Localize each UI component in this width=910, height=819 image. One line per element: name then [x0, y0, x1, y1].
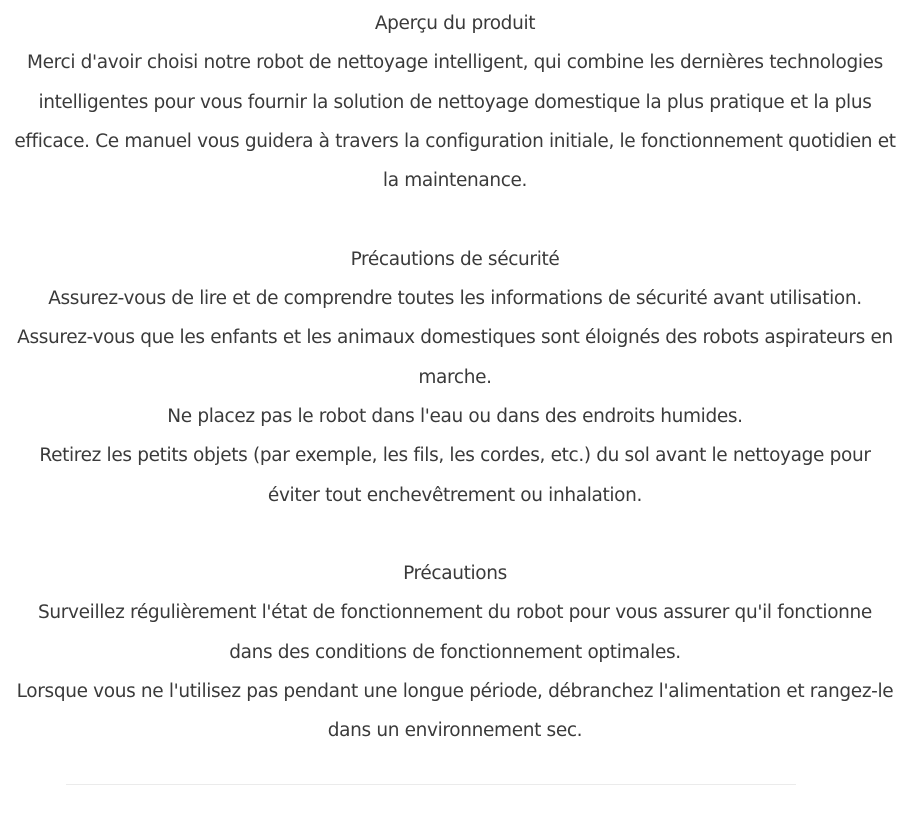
section-title: Précautions de sécurité — [350, 248, 560, 270]
section-title: Aperçu du produit — [374, 13, 536, 34]
paragraph: Assurez-vous de lire et de comprendre toutes les informations de sécurité avant utilisation. — [48, 288, 862, 310]
section-product-overview — [14, 4, 896, 200]
section-precautions — [14, 554, 896, 750]
paragraph: Lorsque vous ne l'utilisez pas pendant une longue période, débranchez l'alimentation et rangez-le dans un environnement sec. — [16, 681, 894, 742]
paragraph: Ne placez pas le robot dans l'eau ou dans des endroits humides. — [167, 405, 743, 427]
section-safety-precautions — [14, 240, 896, 515]
bottom-divider — [66, 784, 796, 785]
paragraph: Merci d'avoir choisi notre robot de nettoyage intelligent, qui combine les dernières technologies intelligentes pour vous fournir la solution de nettoyage domestique la plus pratique et la plus efficace. Ce manuel vous guidera à travers la configuration initiale, le fonctionnement quotidien et la maintenance. — [14, 52, 896, 192]
paragraph: Surveillez régulièrement l'état de fonctionnement du robot pour vous assurer qu'il fonctionne dans des conditions de fonctionnement optimales. — [38, 602, 872, 663]
section-title: Précautions — [403, 563, 507, 585]
paragraph: Assurez-vous que les enfants et les animaux domestiques sont éloignés des robots aspirateurs en marche. — [17, 327, 893, 388]
paragraph: Retirez les petits objets (par exemple, les fils, les cordes, etc.) du sol avant le nettoyage pour éviter tout enchevêtrement ou inhalation. — [39, 445, 871, 506]
